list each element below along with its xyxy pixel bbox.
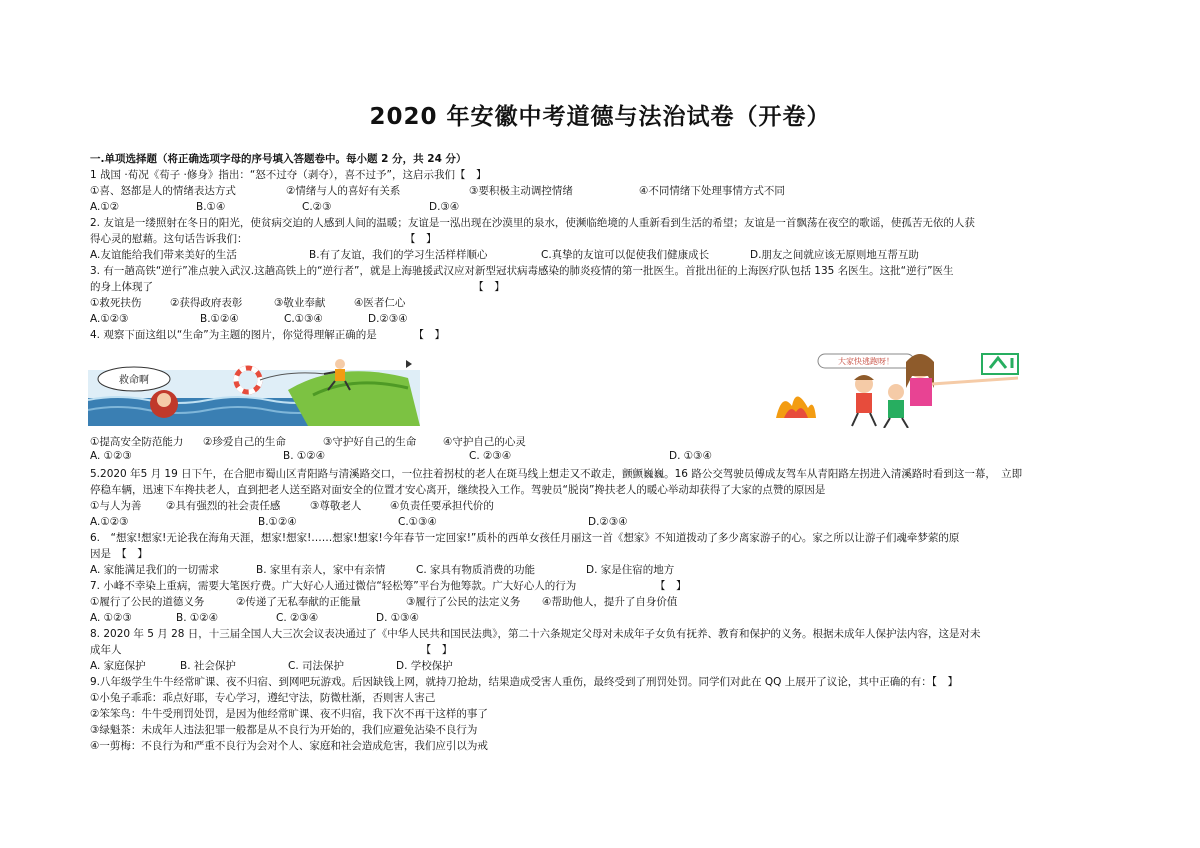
item: ①提高安全防范能力 [90,436,184,448]
option-d: D. ①③④ [376,612,419,624]
option-c: C.真挚的友谊可以促使我们健康成长 [541,249,710,261]
option-a: A. 家能满足我们的一切需求 [90,564,220,576]
item: ②情绪与人的喜好有关系 [286,185,401,197]
option-b: B.①②④ [258,516,297,528]
question-3-items [90,295,405,311]
option-c: C.①③④ [284,313,323,325]
question-2-stem-cont: 得心灵的慰藉。这句话告诉我们： 【 】 [90,233,437,245]
question-6-stem: 6. “想家!想家!无论我在海角天涯，想家!想家!……想家!想家!今年春节一定回家!”质朴的西单女孩任月丽这一首《想家》不知道拨动了多少离家游子的心。家之所以让游子们魂牵梦萦的原 [90,532,960,544]
item: ④负责任要承担代价的 [390,500,494,512]
item: ②传递了无私奉献的正能量 [236,596,361,608]
option-d: D. 家是住宿的地方 [586,564,675,576]
item: ①履行了公民的道德义务 [90,596,205,608]
item: ③要积极主动调控情绪 [469,185,573,197]
question-9-item-3: ③绿魁茶：未成年人违法犯罪一般都是从不良行为开始的，我们应避免沾染不良行为 [90,724,478,736]
option-c: C.②③ [302,201,332,213]
picture-water-rescue [88,350,420,426]
item: ③守护好自己的生命 [323,436,417,448]
option-a: A.①② [90,201,120,213]
item: ②具有强烈的社会责任感 [166,500,281,512]
question-5-items [90,498,494,514]
speech-bubble-escape: 大家快逃跑呀！ [838,357,894,366]
option-b: B.①②④ [200,313,239,325]
question-9-stem: 9.八年级学生牛牛经常旷课、夜不归宿、到网吧玩游戏。后因缺钱上网，就持刀抢劫，结果造成受害人重伤，最终受到了刑罚处罚。同学们对此在 QQ 上展开了议论，其中正确的有：【 】 [90,676,958,688]
question-8-options [90,658,453,674]
item: ④守护自己的心灵 [443,436,526,448]
question-1-stem: 1 战国 ·荀况《荀子 ·修身》指出：“怒不过夺（剥夺），喜不过予”，这启示我们【 】 [90,169,487,181]
question-9-item-1: ①小兔子乖乖：乖点好耶，专心学习，遵纪守法，防微杜渐，否则害人害己 [90,692,436,704]
speech-bubble-help: 救命啊 [119,375,149,386]
option-b: B.①④ [196,201,226,213]
option-d: D.③④ [429,201,460,213]
question-4-options [90,448,712,464]
item: ④医者仁心 [354,297,406,309]
option-d: D.②③④ [368,313,408,325]
question-2-options [90,247,919,263]
option-b: B. ①②④ [283,450,326,462]
question-7-items [90,594,677,610]
item: ④不同情绪下处理事情方式不同 [639,185,785,197]
option-c: C. ②③④ [276,612,319,624]
item: ③履行了公民的法定义务 [406,596,521,608]
question-4-stem: 4. 观察下面这组以“生命”为主题的图片，你觉得理解正确的是 【 】 [90,329,445,341]
question-2-stem: 2. 友谊是一缕照射在冬日的阳光，使贫病交迫的人感到人间的温暖；友谊是一泓出现在沙漠里的泉水，使濒临绝境的人重新看到生活的希望；友谊是一首飘荡在夜空的歌谣，使孤苦无依的人获 [90,217,975,229]
question-9-item-4: ④一剪梅：不良行为和严重不良行为会对个人、家庭和社会造成危害，我们应引以为戒 [90,740,488,752]
option-d: D. ①③④ [669,450,712,462]
item: ③敬业奉献 [274,297,326,309]
item: ①与人为善 [90,500,142,512]
question-9-item-2: ②笨笨鸟：牛牛受刑罚处罚，是因为他经常旷课、夜不归宿，我下次不再干这样的事了 [90,708,488,720]
option-d: D.②③④ [588,516,628,528]
page-title: 2020 年安徽中考道德与法治试卷（开卷） [369,104,831,130]
fire-escape-illustration [768,348,1036,428]
picture-fire-escape [768,348,1036,428]
option-b: B.有了友谊，我们的学习生活样样顺心 [309,249,488,261]
option-a: A. ①②③ [90,612,132,624]
option-b: B. 社会保护 [180,660,236,672]
question-8-stem-cont: 成年人 【 】 [90,644,453,656]
question-3-stem-cont: 的身上体现了 【 】 [90,281,505,293]
item: ②获得政府表彰 [170,297,243,309]
question-1-options [90,199,459,215]
option-c: C.①③④ [398,516,437,528]
option-a: A.友谊能给我们带来美好的生活 [90,249,237,261]
item: ③尊敬老人 [310,500,362,512]
question-1-items [90,183,785,199]
question-5-options [90,514,628,530]
question-6-stem-cont: 因是 【 】 [90,548,148,560]
option-a: A. ①②③ [90,450,132,462]
water-rescue-illustration [88,350,420,426]
question-5-stem-cont: 停稳车辆，迅速下车搀扶老人，直到把老人送至路对面安全的位置才安心离开，继续投入工作。驾驶员“脱岗”搀扶老人的暖心举动却获得了大家的点赞的原因是 [90,484,826,496]
item: ②珍爱自己的生命 [203,436,286,448]
question-7-stem: 7. 小峰不幸染上重病，需要大笔医疗费。广大好心人通过微信“轻松筹”平台为他筹款。广大好心人的行为 【 】 [90,580,687,592]
item: ①救死扶伤 [90,297,142,309]
item: ④帮助他人，提升了自身价值 [542,596,678,608]
option-a: A.①②③ [90,516,129,528]
question-3-options [90,311,408,327]
question-5-stem: 5.2020 年5 月 19 日下午，在合肥市蜀山区青阳路与清溪路交口，一位拄着拐杖的老人在斑马线上想走又不敢走，颤颤巍巍。16 路公交驾驶员傅成友驾车从青阳路左拐进入清溪路时看到这一幕， 立即 [90,468,1023,480]
option-b: B. ①②④ [176,612,219,624]
option-c: C. 家具有物质消费的功能 [416,564,536,576]
option-a: A. 家庭保护 [90,660,146,672]
option-c: C. 司法保护 [288,660,345,672]
option-b: B. 家里有亲人，家中有亲情 [256,564,386,576]
question-8-stem: 8. 2020 年 5 月 28 日，十三届全国人大三次会议表决通过了《中华人民共和国民法典》，第二十六条规定父母对未成年子女负有抚养、教育和保护的义务。根据未成年人保护法内容，这是对未 [90,628,981,640]
option-c: C. ②③④ [469,450,512,462]
option-a: A.①②③ [90,313,129,325]
question-7-options [90,610,419,626]
option-d: D.朋友之间就应该无原则地互帮互助 [750,249,919,261]
option-d: D. 学校保护 [396,660,453,672]
section-heading: 一.单项选择题（将正确选项字母的序号填入答题卷中。每小题 2 分，共 24 分） [90,153,467,165]
item: ①喜、怒都是人的情绪表达方式 [90,185,236,197]
question-6-options [90,562,674,578]
question-3-stem: 3. 有一趟高铁“逆行”准点驶入武汉.这趟高铁上的“逆行者”，就是上海驰援武汉应对新型冠状病毒感染的肺炎疫情的第一批医生。首批出征的上海医疗队包括 135 名医生。这批“逆行”医生 [90,265,954,277]
